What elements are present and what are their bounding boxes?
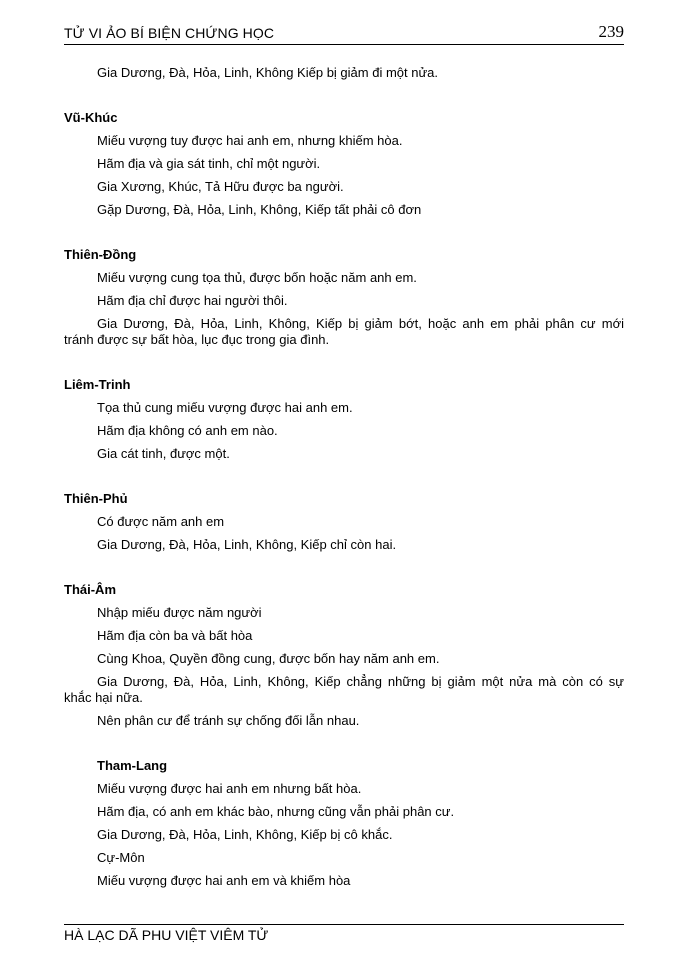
section-line: Hãm địa, có anh em khác bào, nhưng cũng vẫn phải phân cư. — [97, 804, 455, 819]
intro-line: Gia Dương, Đà, Hỏa, Linh, Không Kiếp bị giảm đi một nửa. — [97, 65, 438, 80]
section-line: Nhập miếu được năm người — [97, 605, 262, 620]
section-line: Tọa thủ cung miếu vượng được hai anh em. — [97, 400, 353, 415]
section-line: Cự-Môn — [97, 850, 145, 865]
section-line: Hãm địa chỉ được hai người thôi. — [97, 293, 288, 308]
section-line: Cùng Khoa, Quyền đồng cung, được bốn hay năm anh em. — [97, 651, 440, 666]
section-heading: Vũ-Khúc — [64, 110, 118, 125]
section-line: Gia Dương, Đà, Hỏa, Linh, Không, Kiếp bị cô khắc. — [97, 827, 393, 842]
section-line: Miếu vượng tuy được hai anh em, nhưng khiếm hòa. — [97, 133, 403, 148]
section-heading: Thái-Âm — [64, 582, 116, 597]
section-line: Nên phân cư để tránh sự chống đối lẫn nhau. — [97, 713, 360, 728]
page-header — [64, 22, 624, 45]
section-line: Gia Dương, Đà, Hỏa, Linh, Không, Kiếp chỉ còn hai. — [97, 537, 397, 552]
section-line: Gia Dương, Đà, Hỏa, Linh, Không, Kiếp bị giảm bớt, hoặc anh em phải phân cư mới — [97, 316, 624, 331]
section-heading: Tham-Lang — [97, 758, 168, 773]
section-line: Hãm địa không có anh em nào. — [97, 423, 278, 438]
section-line: Miếu vượng được hai anh em nhưng bất hòa. — [97, 781, 362, 796]
section-line-continuation: tránh được sự bất hòa, lục đục trong gia đình. — [64, 332, 330, 347]
footer-text: HÀ LẠC DÃ PHU VIỆT VIÊM TỬ — [64, 927, 269, 943]
section-line-continuation: khắc hại nữa. — [64, 690, 143, 705]
page-number: 239 — [598, 22, 624, 41]
section-line: Miếu vượng được hai anh em và khiếm hòa — [97, 873, 351, 888]
section-line: Miếu vượng cung tọa thủ, được bốn hoặc năm anh em. — [97, 270, 417, 285]
section-line: Gia Xương, Khúc, Tả Hữu được ba người. — [97, 179, 344, 194]
footer-rule — [64, 924, 624, 925]
section-heading: Thiên-Đồng — [64, 247, 137, 262]
header-title: TỬ VI ẢO BÍ BIỆN CHỨNG HỌC — [64, 25, 275, 41]
section-line: Gặp Dương, Đà, Hỏa, Linh, Không, Kiếp tất phải cô đơn — [97, 202, 422, 217]
section-line: Có được năm anh em — [97, 514, 225, 529]
section-heading: Liêm-Trinh — [64, 377, 131, 392]
section-line: Gia Dương, Đà, Hỏa, Linh, Không, Kiếp chẳng những bị giảm một nửa mà còn có sự — [97, 674, 624, 689]
section-line: Hãm địa và gia sát tinh, chỉ một người. — [97, 156, 321, 171]
section-line: Gia cát tinh, được một. — [97, 446, 230, 461]
section-line: Hãm địa còn ba và bất hòa — [97, 628, 253, 643]
section-heading: Thiên-Phủ — [64, 491, 128, 506]
